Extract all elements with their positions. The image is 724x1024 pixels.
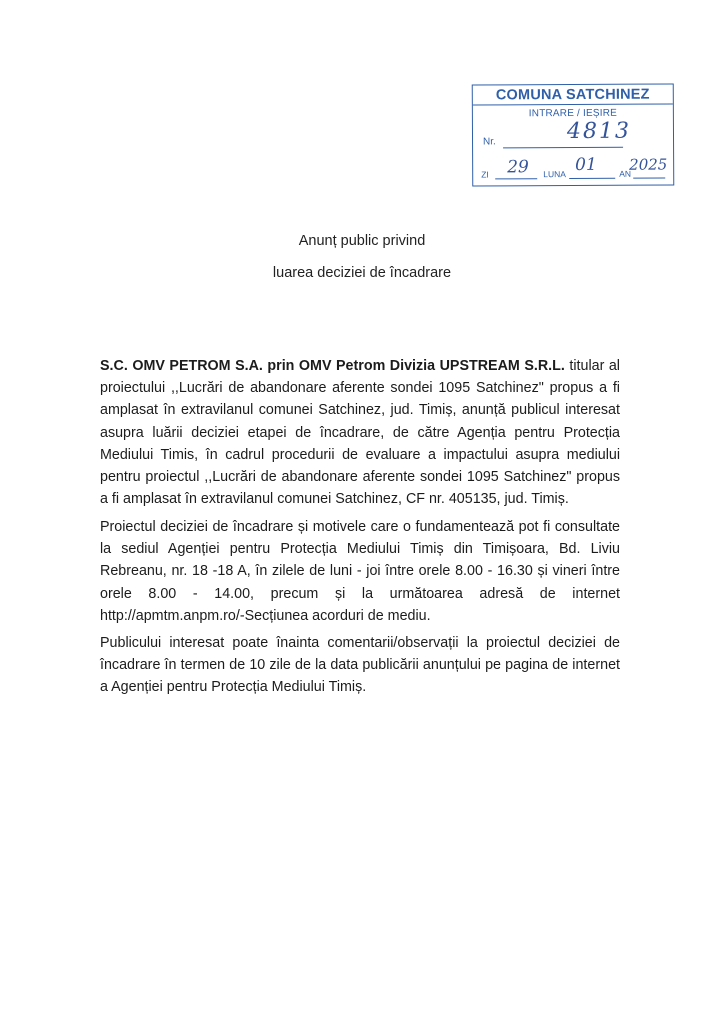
paragraph-3: Publicului interesat poate înainta comentarii/observații la proiectul deciziei de încadrare în termen de 10 zile de la data publicării anunțului pe pagina de internet a Agenției pentru Protecția Mediului Timiș. [100, 635, 620, 696]
document-title-line1: Anunț public privind [298, 233, 426, 249]
stamp-zi-line [495, 178, 537, 179]
stamp-an-label: AN [619, 168, 632, 179]
paragraph-2: Proiectul deciziei de încadrare și motivele care o fundamentează pot fi consultate la sediul Agenției pentru Protecția Mediului Timiș din Timișoara, Bd. Liviu Rebreanu, nr. 18 -18 A, în zilele de luni - joi între orele 8.00 - 16.30 și vineri între orele 8.00 - 14.00, precum și la următoarea adresă de internet http://apmtm.anpm.ro/-Secțiunea acorduri de mediu. [100, 519, 620, 624]
registration-stamp [472, 83, 675, 186]
stamp-an-handwritten: 2025 [629, 155, 668, 174]
stamp-luna-handwritten: 01 [575, 154, 597, 175]
stamp-an-line [633, 178, 665, 179]
stamp-nr-label: Nr. [483, 136, 496, 148]
stamp-title: COMUNA SATCHINEZ [473, 86, 673, 105]
stamp-nr-handwritten: 4813 [566, 118, 632, 145]
stamp-luna-line [569, 178, 615, 179]
paragraph-1 [100, 355, 620, 510]
stamp-nr-line [503, 147, 623, 149]
stamp-zi-handwritten: 29 [507, 157, 529, 178]
stamp-subtitle: INTRARE / IEȘIRE [528, 107, 618, 120]
company-name: S.C. OMV PETROM S.A. prin OMV Petrom Divizia UPSTREAM S.R.L. [100, 358, 565, 374]
paragraph-1-text: titular al proiectului ,,Lucrări de abandonare aferente sondei 1095 Satchinez" propus a fi amplasat în extravilanul comunei Satchinez, jud. Timiș, anunță publicul interesat asupra luării deciziei etapei de încadrare, de către Agenția pentru Protecția Mediului Timis, în cadrul procedurii de evaluare a impactului asupra mediului pentru proiectul ,,Lucrări de abandonare aferente sondei 1095 Satchinez" propus a fi amplasat în extravilanul comunei Satchinez, CF nr. 405135, jud. Timiș. [100, 358, 620, 508]
document-title-line2: luarea deciziei de încadrare [272, 265, 452, 281]
stamp-zi-label: ZI [481, 169, 489, 180]
stamp-luna-label: LUNA [543, 169, 566, 180]
